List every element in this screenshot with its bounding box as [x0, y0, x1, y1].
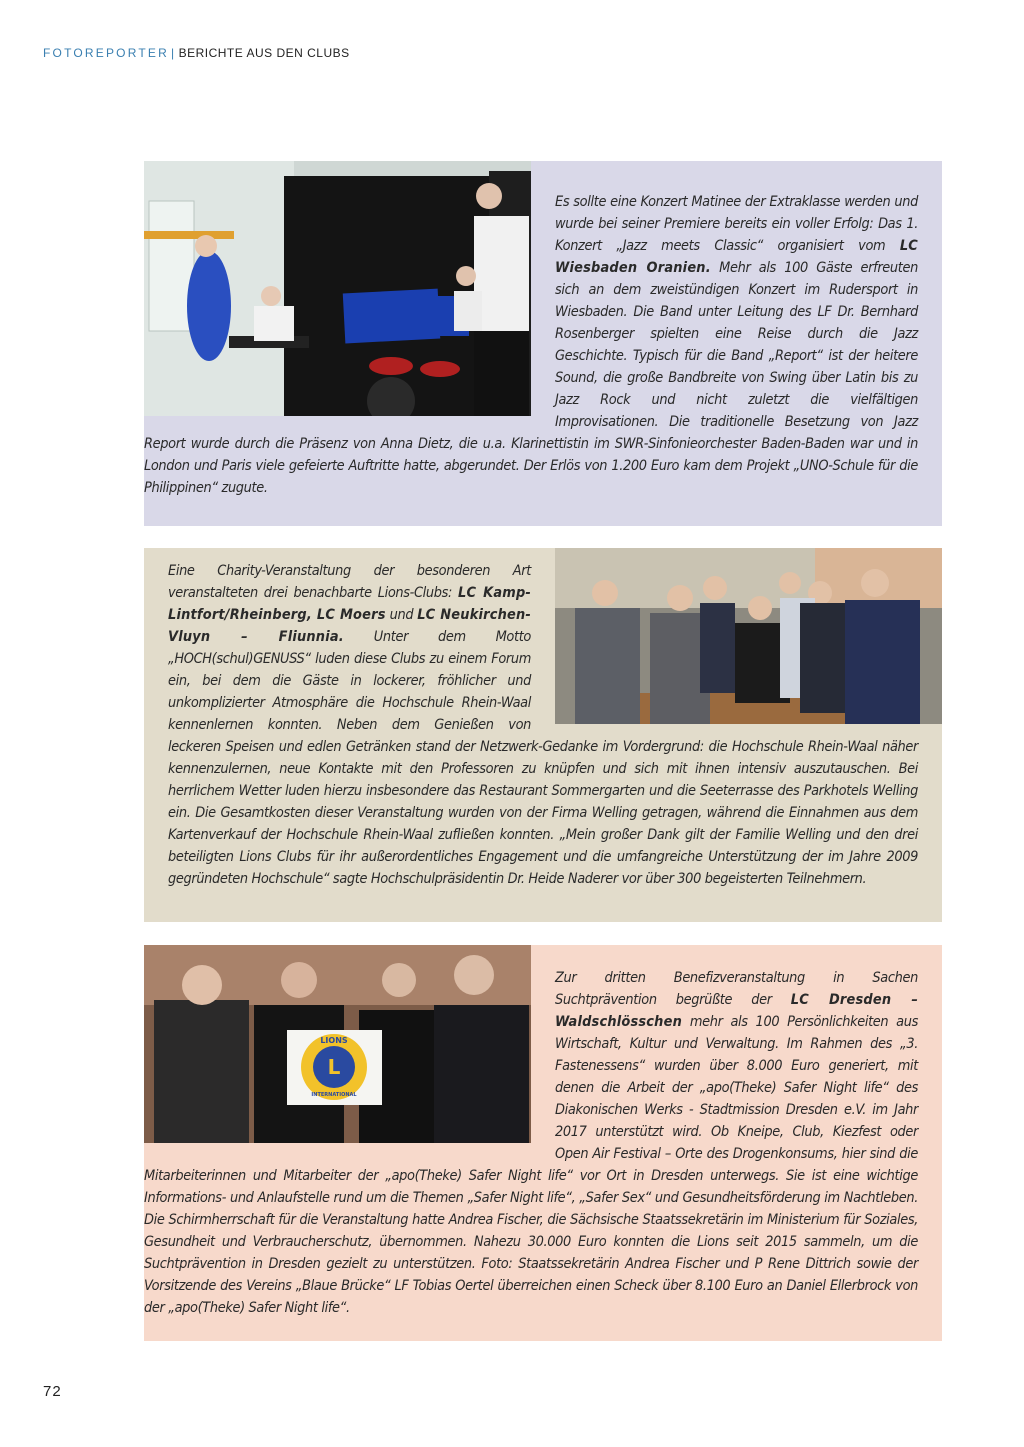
article-text-body: Mehr als 100 Gäste erfreuten sich an dem zweistündigen Konzert im Rudersport in Wiesbaden. Die Band unter Leitung des LF Dr. Bernhard Rosenberger spielten eine Reise durch die Jazz Geschichte. Typisch für die Band „Report“ ist der heitere Sound, die große Bandbreite von Swing über Latin bis zu Jazz Rock und nicht zuletzt die vielfältigen Improvisationen. Die traditionelle Besetzung von Jazz Report wurde durch die Präsenz von Anna Dietz, die u.a. Klarinettistin im SWR-Sinfonieorchester Baden-Baden war und in London und Paris viele gefeierte Auftritte hatte, abgerundet. Der Erlös von 1.200 Euro kam dem Projekt „UNO-Schule für die Philippinen“ zugute. — [144, 260, 918, 496]
article-text-intro: Zur dritten Benefizveranstaltung in Sachen Suchtprävention begrüßte der — [555, 970, 918, 1008]
jazz-band-image — [144, 161, 531, 416]
lions-logo-subtext: INTERNATIONAL — [311, 1092, 357, 1098]
article-text-body: Unter dem Motto „HOCH(schul)GENUSS“ luden diese Clubs zu einem Forum ein, bei dem die Gäste in lockerer, fröhlicher und unkomplizierter Atmosphäre die Hochschule Rhein-Waal kennenlernen konnten. Neben dem Genießen von leckeren Speisen und edlen Getränken stand der Netzwerk-Gedanke im Vordergrund: die Hochschule Rhein-Waal näher kennenzulernen, neue Kontakte mit den Professoren zu knüpfen und sich mit ihnen intensiv auszutauschen. Bei herrlichem Wetter luden hierzu insbesondere das Restaurant Sommergarten und die Seeterrasse des Parkhotels Welling ein. Die Gesamtkosten dieser Veranstaltung wurden von der Firma Welling getragen, während die Einnahmen aus dem Kartenverkauf der Hochschule Rhein-Waal zufließen konnten. „Mein großer Dank gilt der Familie Welling und den drei beteiligten Lions Clubs für ihr außerordentliches Engagement und die umfangreiche Unterstützung der im Jahre 2009 gegründeten Hochschule“ sagte Hochschulpräsidentin Dr. Heide Naderer vor über 300 begeisterten Teilnehmern. — [168, 629, 918, 887]
running-header — [43, 46, 350, 60]
conjunction: und — [385, 607, 418, 623]
article-jazz-concert — [144, 161, 942, 526]
club-name: LC Dresden – Waldschlösschen — [555, 992, 918, 1030]
header-separator: | — [170, 46, 175, 60]
lions-photo-image — [144, 945, 531, 1143]
lions-logo-letter: L — [327, 1055, 341, 1079]
photo-jazz-band — [144, 161, 531, 416]
club-name: LC Neukirchen-Vluyn – Fliunnia. — [168, 607, 531, 645]
photo-group-table — [555, 548, 942, 724]
article-text-intro: Es sollte eine Konzert Matinee der Extraklasse werden und wurde bei seiner Premiere bereits ein voller Erfolg: Das 1. Konzert „Jazz meets Classic“ organisiert vom — [555, 194, 918, 254]
article-text-intro: Eine Charity-Veranstaltung der besonderen Art veranstalteten drei benachbarte Lions-Clubs: — [168, 563, 531, 601]
article-text-body: mehr als 100 Persönlichkeiten aus Wirtschaft, Kultur und Verwaltung. Im Rahmen des „3. Fastenessens“ wurden über 8.000 Euro generiert, mit denen die Arbeit der „apo(Theke) Safer Night life“ des Diakonischen Werks - Stadtmission Dresden e.V. im Jahr 2017 unterstützt wird. Ob Kneipe, Club, Kiezfest oder Open Air Festival – Orte des Drogenkonsums, hier sind die Mitarbeiterinnen und Mitarbeiter der „apo(Theke) Safer Night life“ vor Ort in Dresden unterwegs. Sie ist eine wichtige Informations- und Anlaufstelle rund um die Themen „Safer Night life“, „Safer Sex“ und Gesundheitsförderung im Nachtleben. Die Schirmherrschaft für die Veranstaltung hatte Andrea Fischer, die Sächsische Staatssekretärin im Ministerium für Soziales, Gesundheit und Verbraucherschutz, übernommen. Nahezu 30.000 Euro konnten die Lions seit 2015 sammeln, um die Suchtprävention in Dresden gezielt zu unterstützen. Foto: Staatssekretärin Andrea Fischer und P Rene Dittrich sowie der Vorsitzende des Vereins „Blaue Brücke“ LF Tobias Oertel überreichen einen Scheck über 8.100 Euro an Daniel Ellerbrock von der „apo(Theke) Safer Night life“. — [144, 1014, 918, 1316]
group-photo-image — [555, 548, 942, 724]
article-suchtpraevention — [144, 945, 942, 1341]
section-label: FOTOREPORTER — [43, 46, 169, 60]
club-name: LC Kamp-Lintfort/Rheinberg, LC Moers — [168, 585, 531, 623]
lions-logo-text: LIONS — [320, 1036, 348, 1045]
section-subtitle: BERICHTE AUS DEN CLUBS — [178, 46, 350, 60]
article-charity-forum — [144, 548, 942, 922]
page-number: 72 — [43, 1383, 62, 1400]
club-name: LC Wiesbaden Oranien. — [555, 238, 918, 276]
photo-lions-cheque — [144, 945, 531, 1143]
